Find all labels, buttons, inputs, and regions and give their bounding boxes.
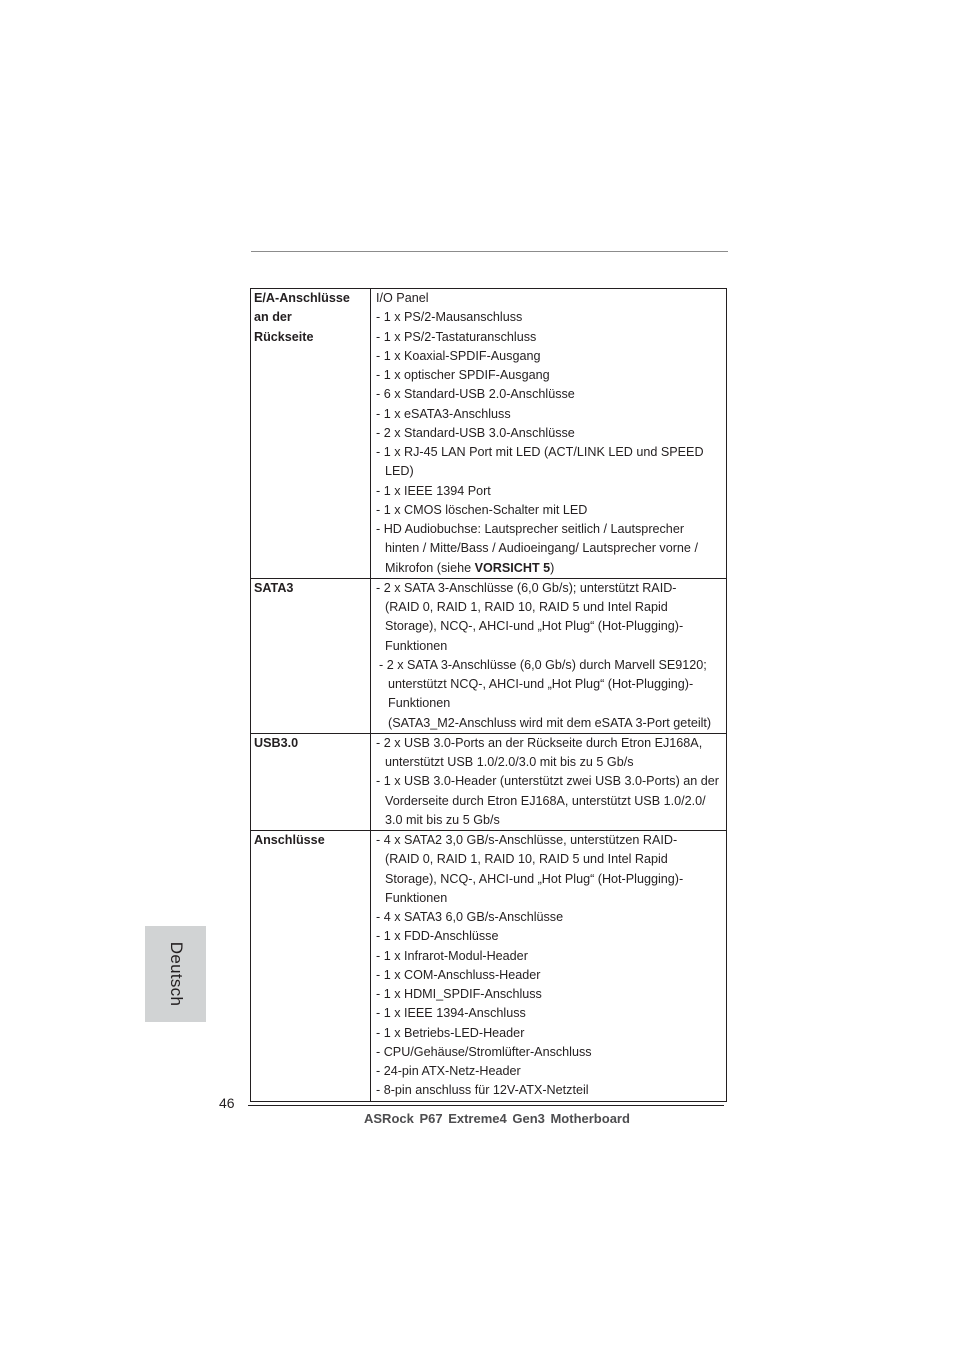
spec-item-line: - 4 x SATA2 3,0 GB/s-Anschlüsse, unterstützen RAID- bbox=[376, 833, 678, 847]
spec-item-line: - 1 x USB 3.0-Header (unterstützt zwei USB 3.0-Ports) an der bbox=[376, 774, 719, 789]
spec-item-line: - 1 x eSATA3-Anschluss bbox=[376, 406, 511, 421]
spec-category-line: SATA3 bbox=[254, 580, 294, 595]
footer-rule bbox=[248, 1105, 724, 1106]
spec-items bbox=[371, 578, 727, 733]
spec-item-line: - 2 x SATA 3-Anschlüsse (6,0 Gb/s) durch Marvell SE9120; bbox=[379, 657, 707, 672]
spec-item-line: - 2 x SATA 3-Anschlüsse (6,0 Gb/s); unterstützt RAID- bbox=[376, 580, 677, 595]
spec-item-line: - 2 x USB 3.0-Ports an der Rückseite durch Etron EJ168A, bbox=[376, 735, 703, 750]
spec-item-emphasis: VORSICHT 5 bbox=[474, 560, 551, 575]
spec-item-suffix: ) bbox=[550, 560, 555, 575]
spec-category-line: an der bbox=[254, 310, 292, 325]
spec-item-line: - 4 x SATA3 6,0 GB/s-Anschlüsse bbox=[376, 910, 564, 924]
language-tab bbox=[145, 926, 206, 1022]
footer-title: ASRock P67 Extreme4 Gen3 Motherboard bbox=[364, 1111, 630, 1126]
spec-category-line: USB3.0 bbox=[254, 735, 299, 750]
spec-item-line: 3.0 mit bis zu 5 Gb/s bbox=[385, 812, 500, 827]
spec-table bbox=[250, 288, 727, 1102]
spec-item-line: - 2 x Standard-USB 3.0-Anschlüsse bbox=[376, 425, 575, 440]
spec-item-line: Funktionen bbox=[385, 890, 448, 905]
spec-item-line: Funktionen bbox=[385, 638, 448, 653]
spec-row bbox=[251, 733, 727, 830]
page-number: 46 bbox=[219, 1095, 235, 1111]
spec-item-line: - 1 x Koaxial-SPDIF-Ausgang bbox=[376, 348, 541, 363]
spec-item-line: unterstützt USB 1.0/2.0/3.0 mit bis zu 5 Gb/s bbox=[385, 755, 634, 769]
spec-item-line: - 1 x HDMI_SPDIF-Anschluss bbox=[376, 987, 542, 1001]
spec-category-line: Rückseite bbox=[254, 329, 314, 344]
spec-item-line: - 1 x Infrarot-Modul-Header bbox=[376, 948, 528, 963]
spec-item-line: I/O Panel bbox=[376, 291, 429, 305]
spec-category-line: Anschlüsse bbox=[254, 833, 325, 847]
top-rule bbox=[251, 251, 728, 252]
spec-row bbox=[251, 289, 727, 579]
spec-item-line: - 1 x FDD-Anschlüsse bbox=[376, 929, 499, 944]
spec-table-body bbox=[251, 289, 727, 1102]
spec-item-line: - CPU/Gehäuse/Stromlüfter-Anschluss bbox=[376, 1044, 592, 1059]
spec-items bbox=[371, 733, 727, 830]
spec-category bbox=[251, 831, 371, 1102]
spec-item-line: - 24-pin ATX-Netz-Header bbox=[376, 1064, 521, 1078]
spec-category bbox=[251, 289, 371, 579]
spec-category bbox=[251, 733, 371, 830]
spec-item-line: hinten / Mitte/Bass / Audioeingang/ Lautsprecher vorne / bbox=[385, 541, 698, 556]
spec-item-line: - 1 x Betriebs-LED-Header bbox=[376, 1025, 525, 1040]
spec-items bbox=[371, 289, 727, 579]
spec-category bbox=[251, 578, 371, 733]
spec-category-line: E/A-Anschlüsse bbox=[254, 291, 350, 305]
spec-item-line: unterstützt NCQ-, AHCI-und „Hot Plug“ (Hot-Plugging)- bbox=[388, 677, 694, 691]
language-tab-label: Deutsch bbox=[166, 941, 186, 1007]
spec-item-line: - 1 x IEEE 1394-Anschluss bbox=[376, 1006, 526, 1021]
spec-item-line: Storage), NCQ-, AHCI-und „Hot Plug“ (Hot-Plugging)- bbox=[385, 871, 684, 886]
spec-item-line: (SATA3_M2-Anschluss wird mit dem eSATA 3-Port geteilt) bbox=[388, 715, 712, 730]
spec-item-line: LED) bbox=[385, 464, 414, 479]
spec-item-line: - HD Audiobuchse: Lautsprecher seitlich / Lautsprecher bbox=[376, 522, 685, 536]
spec-item-line: - 1 x PS/2-Mausanschluss bbox=[376, 310, 523, 325]
spec-item-line: Vorderseite durch Etron EJ168A, unterstützt USB 1.0/2.0/ bbox=[385, 793, 706, 808]
spec-items bbox=[371, 831, 727, 1102]
spec-item-line: - 1 x CMOS löschen-Schalter mit LED bbox=[376, 502, 588, 517]
spec-row bbox=[251, 831, 727, 1102]
spec-item-line: Mikrofon (siehe VORSICHT 5) bbox=[385, 560, 555, 575]
spec-row bbox=[251, 578, 727, 733]
spec-item-line: - 1 x PS/2-Tastaturanschluss bbox=[376, 329, 537, 344]
spec-item-line: (RAID 0, RAID 1, RAID 10, RAID 5 und Intel Rapid bbox=[385, 852, 668, 867]
spec-item-line: - 1 x optischer SPDIF-Ausgang bbox=[376, 368, 550, 382]
spec-item-line: - 1 x COM-Anschluss-Header bbox=[376, 967, 541, 982]
spec-item-line: - 1 x IEEE 1394 Port bbox=[376, 483, 491, 498]
spec-item-line: - 6 x Standard-USB 2.0-Anschlüsse bbox=[376, 387, 575, 402]
spec-item-line: Storage), NCQ-, AHCI-und „Hot Plug“ (Hot-Plugging)- bbox=[385, 619, 684, 634]
spec-item-line: (RAID 0, RAID 1, RAID 10, RAID 5 und Intel Rapid bbox=[385, 600, 668, 614]
spec-item-line: - 8-pin anschluss für 12V-ATX-Netzteil bbox=[376, 1083, 589, 1098]
spec-item-line: Funktionen bbox=[388, 696, 451, 711]
spec-item-line: - 1 x RJ-45 LAN Port mit LED (ACT/LINK LED und SPEED bbox=[376, 445, 704, 459]
